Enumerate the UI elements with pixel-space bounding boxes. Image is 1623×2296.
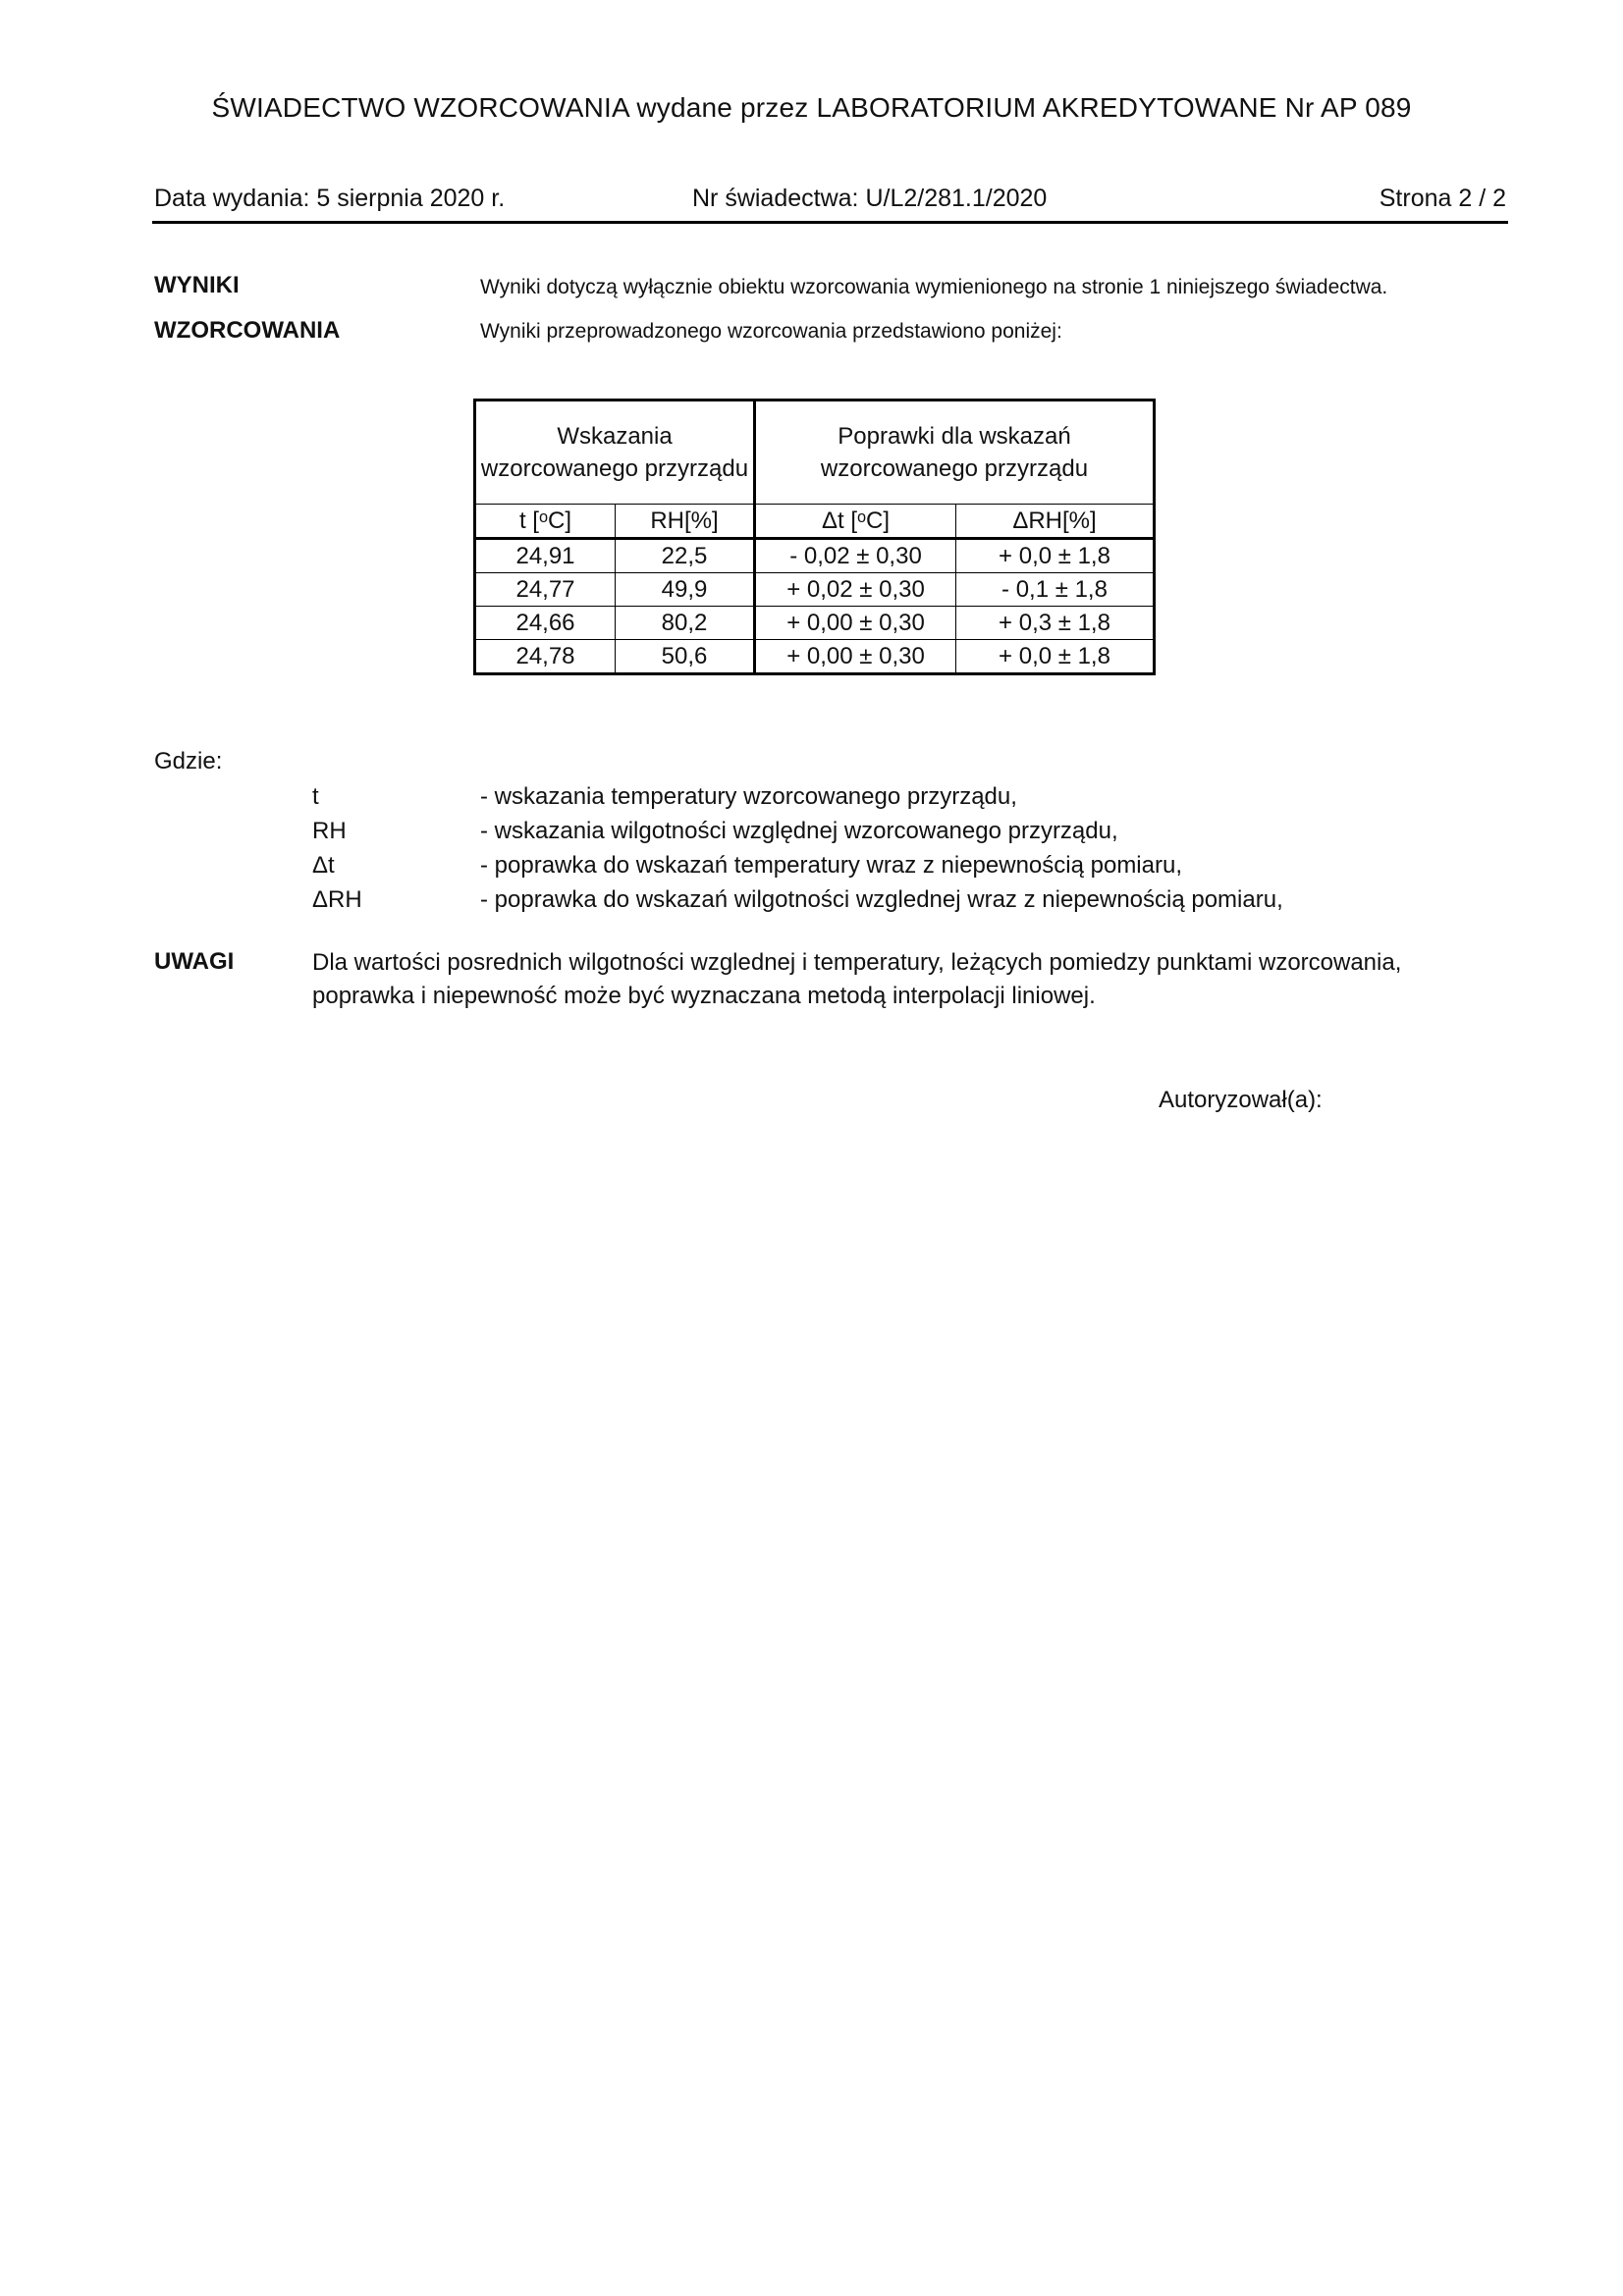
table-group-header-row <box>475 400 1155 505</box>
cell-drh: + 0,0 ± 1,8 <box>956 640 1155 674</box>
legend-intro: Gdzie: <box>154 748 223 774</box>
results-label-line2: WZORCOWANIA <box>154 317 341 344</box>
cell-rh: 80,2 <box>616 607 755 640</box>
cell-dt: + 0,00 ± 0,30 <box>755 607 956 640</box>
results-text-line1: Wyniki dotyczą wyłącznie obiektu wzorcowania wymienionego na stronie 1 niniejszego świadectwa. <box>480 276 1388 298</box>
certificate-number: Nr świadectwa: U/L2/281.1/2020 <box>692 185 1048 212</box>
group-header-corrections: Poprawki dla wskazań wzorcowanego przyrządu <box>755 400 1155 505</box>
column-header-dt: Δt [ᵒC] <box>755 505 956 539</box>
results-text-line2: Wyniki przeprowadzonego wzorcowania przedstawiono poniżej: <box>480 320 1062 343</box>
table-row <box>475 539 1155 573</box>
legend-description: - poprawka do wskazań wilgotności wzglednej wraz z niepewnością pomiaru, <box>480 886 1283 913</box>
results-section-text <box>480 265 1387 353</box>
page-number: Strona 2 / 2 <box>1379 185 1506 212</box>
table-row <box>475 607 1155 640</box>
legend-description: - wskazania temperatury wzorcowanego przyrządu, <box>480 783 1017 810</box>
table-row <box>475 640 1155 674</box>
legend-symbol: Δt <box>312 852 335 879</box>
cell-t: 24,91 <box>475 539 616 573</box>
legend-description: - wskazania wilgotności względnej wzorcowanego przyrządu, <box>480 818 1118 844</box>
notes-text: Dla wartości posrednich wilgotności wzglednej i temperatury, leżących pomiedzy punktami wzorcowania, poprawka i niepewność może być wyznaczana metodą interpolacji liniowej. <box>312 949 1402 1009</box>
table-column-header-row <box>475 505 1155 539</box>
calibration-results-table <box>473 399 1156 675</box>
cell-dt: - 0,02 ± 0,30 <box>755 539 956 573</box>
cell-drh: + 0,3 ± 1,8 <box>956 607 1155 640</box>
cell-t: 24,78 <box>475 640 616 674</box>
cell-dt: + 0,00 ± 0,30 <box>755 640 956 674</box>
results-section-label <box>154 263 340 353</box>
legend-symbol: t <box>312 783 319 810</box>
legend-symbol: ΔRH <box>312 886 362 913</box>
legend-description: - poprawka do wskazań temperatury wraz z niepewnością pomiaru, <box>480 852 1182 879</box>
results-label-line1: WYNIKI <box>154 272 240 298</box>
cell-rh: 22,5 <box>616 539 755 573</box>
cell-t: 24,66 <box>475 607 616 640</box>
legend-symbol: RH <box>312 818 347 844</box>
group-header-readings: Wskazania wzorcowanego przyrządu <box>475 400 755 505</box>
table-row <box>475 573 1155 607</box>
header-divider <box>152 221 1508 224</box>
cell-t: 24,77 <box>475 573 616 607</box>
column-header-rh: RH[%] <box>616 505 755 539</box>
issue-date: Data wydania: 5 sierpnia 2020 r. <box>154 185 506 212</box>
cell-dt: + 0,02 ± 0,30 <box>755 573 956 607</box>
cell-rh: 49,9 <box>616 573 755 607</box>
column-header-t: t [ᵒC] <box>475 505 616 539</box>
cell-drh: - 0,1 ± 1,8 <box>956 573 1155 607</box>
cell-drh: + 0,0 ± 1,8 <box>956 539 1155 573</box>
cell-rh: 50,6 <box>616 640 755 674</box>
authorized-by-label: Autoryzował(a): <box>1159 1087 1323 1113</box>
column-header-drh: ΔRH[%] <box>956 505 1155 539</box>
notes-label: UWAGI <box>154 948 235 975</box>
document-title: ŚWIADECTWO WZORCOWANIA wydane przez LABORATORIUM AKREDYTOWANE Nr AP 089 <box>211 92 1412 123</box>
